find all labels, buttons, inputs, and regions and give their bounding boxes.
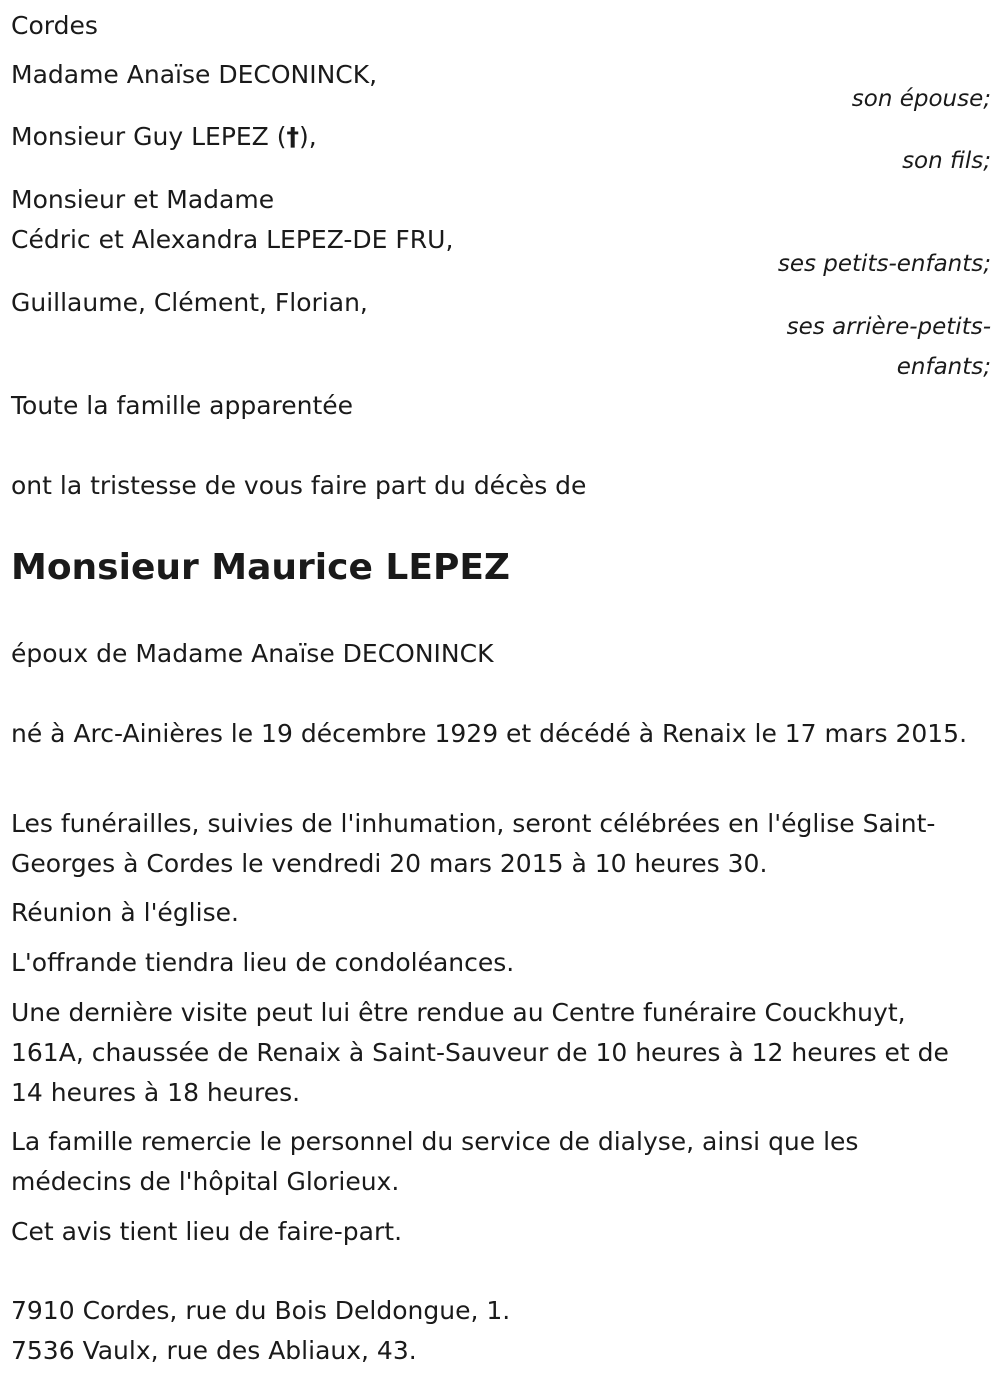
family-role-great-grandchildren-line2: enfants; [896,354,991,380]
family-role-son: son fils; [902,148,991,174]
family-member-grandchildren-line1: Monsieur et Madame [11,185,275,214]
deceased-name: Monsieur Maurice LEPEZ [11,547,511,588]
place-header: Cordes [11,11,98,40]
family-member-grandchildren-line2: Cédric et Alexandra LEPEZ-DE FRU, [11,225,454,254]
family-role-grandchildren: ses petits-enfants; [777,251,991,277]
family-member-spouse: Madame Anaïse DECONINCK, [11,60,378,89]
visit-paragraph: Une dernière visite peut lui être rendue au Centre funéraire Couckhuyt, 161A, chaussée de Renaix à Saint-Sauveur de 10 heures à 12 heures et de 14 heures à 18 heures. [11,998,949,1107]
address-1: 7910 Cordes, rue du Bois Deldongue, 1. [11,1296,511,1325]
son-name-part: Monsieur Guy LEPEZ ( [11,122,287,151]
reunion-paragraph: Réunion à l'église. [11,898,239,927]
extended-family: Toute la famille apparentée [11,391,354,420]
cross-icon: † [286,122,300,151]
thanks-paragraph: La famille remercie le personnel du service de dialyse, ainsi que les médecins de l'hôpital Glorieux. [11,1127,859,1196]
family-role-spouse: son épouse; [851,86,991,112]
birth-death-paragraph: né à Arc-Ainières le 19 décembre 1929 et décédé à Renaix le 17 mars 2015. [11,719,968,748]
son-name-suffix: ), [299,122,317,151]
offering-paragraph: L'offrande tiendra lieu de condoléances. [11,948,515,977]
family-member-great-grandchildren: Guillaume, Clément, Florian, [11,288,368,317]
family-member-son [11,117,317,157]
address-2: 7536 Vaulx, rue des Abliaux, 43. [11,1336,417,1365]
spouse-line: époux de Madame Anaïse DECONINCK [11,639,494,668]
family-role-great-grandchildren-line1: ses arrière-petits- [786,314,991,340]
notice-paragraph: Cet avis tient lieu de faire-part. [11,1217,403,1246]
funeral-paragraph: Les funérailles, suivies de l'inhumation, seront célébrées en l'église Saint-Georges à Cordes le vendredi 20 mars 2015 à 10 heures 30. [11,809,936,878]
announcement: ont la tristesse de vous faire part du décès de [11,471,587,500]
